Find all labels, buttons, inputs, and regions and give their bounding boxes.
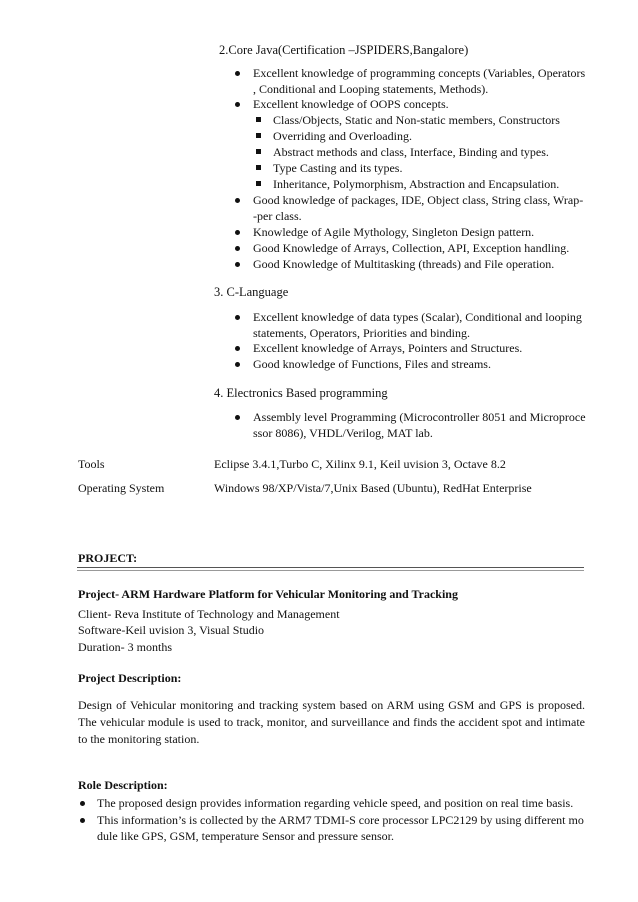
project-title: Project- ARM Hardware Platform for Vehicular Monitoring and Tracking xyxy=(78,587,458,601)
java-item: Excellent knowledge of programming concepts (Variables, Operators xyxy=(253,66,586,80)
project-description-heading: Project Description: xyxy=(78,671,182,685)
java-subitem: Type Casting and its types. xyxy=(273,161,403,175)
project-description-text: Design of Vehicular monitoring and tracking system based on ARM using GSM and GPS is proposed. The vehicular module is used to track, monitor, and surveillance and finds the accident spot and intimate to the monitoring station. xyxy=(78,698,585,746)
c-section-title: 3. C-Language xyxy=(214,285,289,299)
bullet-dot xyxy=(235,198,240,203)
bullet-square xyxy=(256,181,261,186)
java-item: Knowledge of Agile Mythology, Singleton Design pattern. xyxy=(253,225,535,239)
bullet-dot xyxy=(235,346,240,351)
bullet-dot xyxy=(235,362,240,367)
tools-value: Eclipse 3.4.1,Turbo C, Xilinx 9.1, Keil uvision 3, Octave 8.2 xyxy=(214,457,506,471)
project-heading: PROJECT: xyxy=(78,551,138,565)
java-subitem: Class/Objects, Static and Non-static members, Constructors xyxy=(273,113,560,127)
bullet-dot xyxy=(235,71,240,76)
java-item: , Conditional and Looping statements, Methods). xyxy=(253,82,489,96)
os-label: Operating System xyxy=(78,481,165,495)
role-item: This information’s is collected by the ARM7 TDMI-S core processor LPC2129 by using different mo xyxy=(97,813,584,827)
electronics-item: Assembly level Programming (Microcontroller 8051 and Microproce xyxy=(253,410,586,424)
bullet-dot xyxy=(235,315,240,320)
java-item: Good Knowledge of Multitasking (threads) and File operation. xyxy=(253,257,555,271)
c-item: statements, Operators, Priorities and binding. xyxy=(253,326,470,340)
bullet-dot xyxy=(235,262,240,267)
electronics-section-title: 4. Electronics Based programming xyxy=(214,386,388,400)
java-item: -per class. xyxy=(253,209,302,223)
bullet-dot xyxy=(235,415,240,420)
section-divider xyxy=(77,567,584,571)
java-subitem: Abstract methods and class, Interface, Binding and types. xyxy=(273,145,549,159)
bullet-dot xyxy=(80,801,85,806)
java-subitem: Overriding and Overloading. xyxy=(273,129,412,143)
bullet-square xyxy=(256,165,261,170)
role-item: The proposed design provides information regarding vehicle speed, and position on real time basis. xyxy=(97,796,574,810)
c-item: Good knowledge of Functions, Files and streams. xyxy=(253,357,491,371)
electronics-item: ssor 8086), VHDL/Verilog, MAT lab. xyxy=(253,426,433,440)
tools-label: Tools xyxy=(78,457,105,471)
project-software: Software-Keil uvision 3, Visual Studio xyxy=(78,623,265,637)
bullet-square xyxy=(256,117,261,122)
bullet-dot xyxy=(235,246,240,251)
c-item: Excellent knowledge of Arrays, Pointers and Structures. xyxy=(253,341,523,355)
java-item: Good Knowledge of Arrays, Collection, API, Exception handling. xyxy=(253,241,570,255)
role-description-heading: Role Description: xyxy=(78,778,168,792)
c-item: Excellent knowledge of data types (Scalar), Conditional and looping xyxy=(253,310,582,324)
bullet-dot xyxy=(80,818,85,823)
bullet-square xyxy=(256,149,261,154)
java-subitem: Inheritance, Polymorphism, Abstraction and Encapsulation. xyxy=(273,177,560,191)
role-item: dule like GPS, GSM, temperature Sensor and pressure sensor. xyxy=(97,829,394,843)
java-section-title: 2.Core Java(Certification –JSPIDERS,Bangalore) xyxy=(219,43,469,57)
java-item: Excellent knowledge of OOPS concepts. xyxy=(253,97,449,111)
bullet-dot xyxy=(235,230,240,235)
java-item: Good knowledge of packages, IDE, Object class, String class, Wrap- xyxy=(253,193,584,207)
bullet-square xyxy=(256,133,261,138)
bullet-dot xyxy=(235,102,240,107)
os-value: Windows 98/XP/Vista/7,Unix Based (Ubuntu), RedHat Enterprise xyxy=(214,481,532,495)
project-duration: Duration- 3 months xyxy=(78,640,172,654)
project-client: Client- Reva Institute of Technology and Management xyxy=(78,607,340,621)
